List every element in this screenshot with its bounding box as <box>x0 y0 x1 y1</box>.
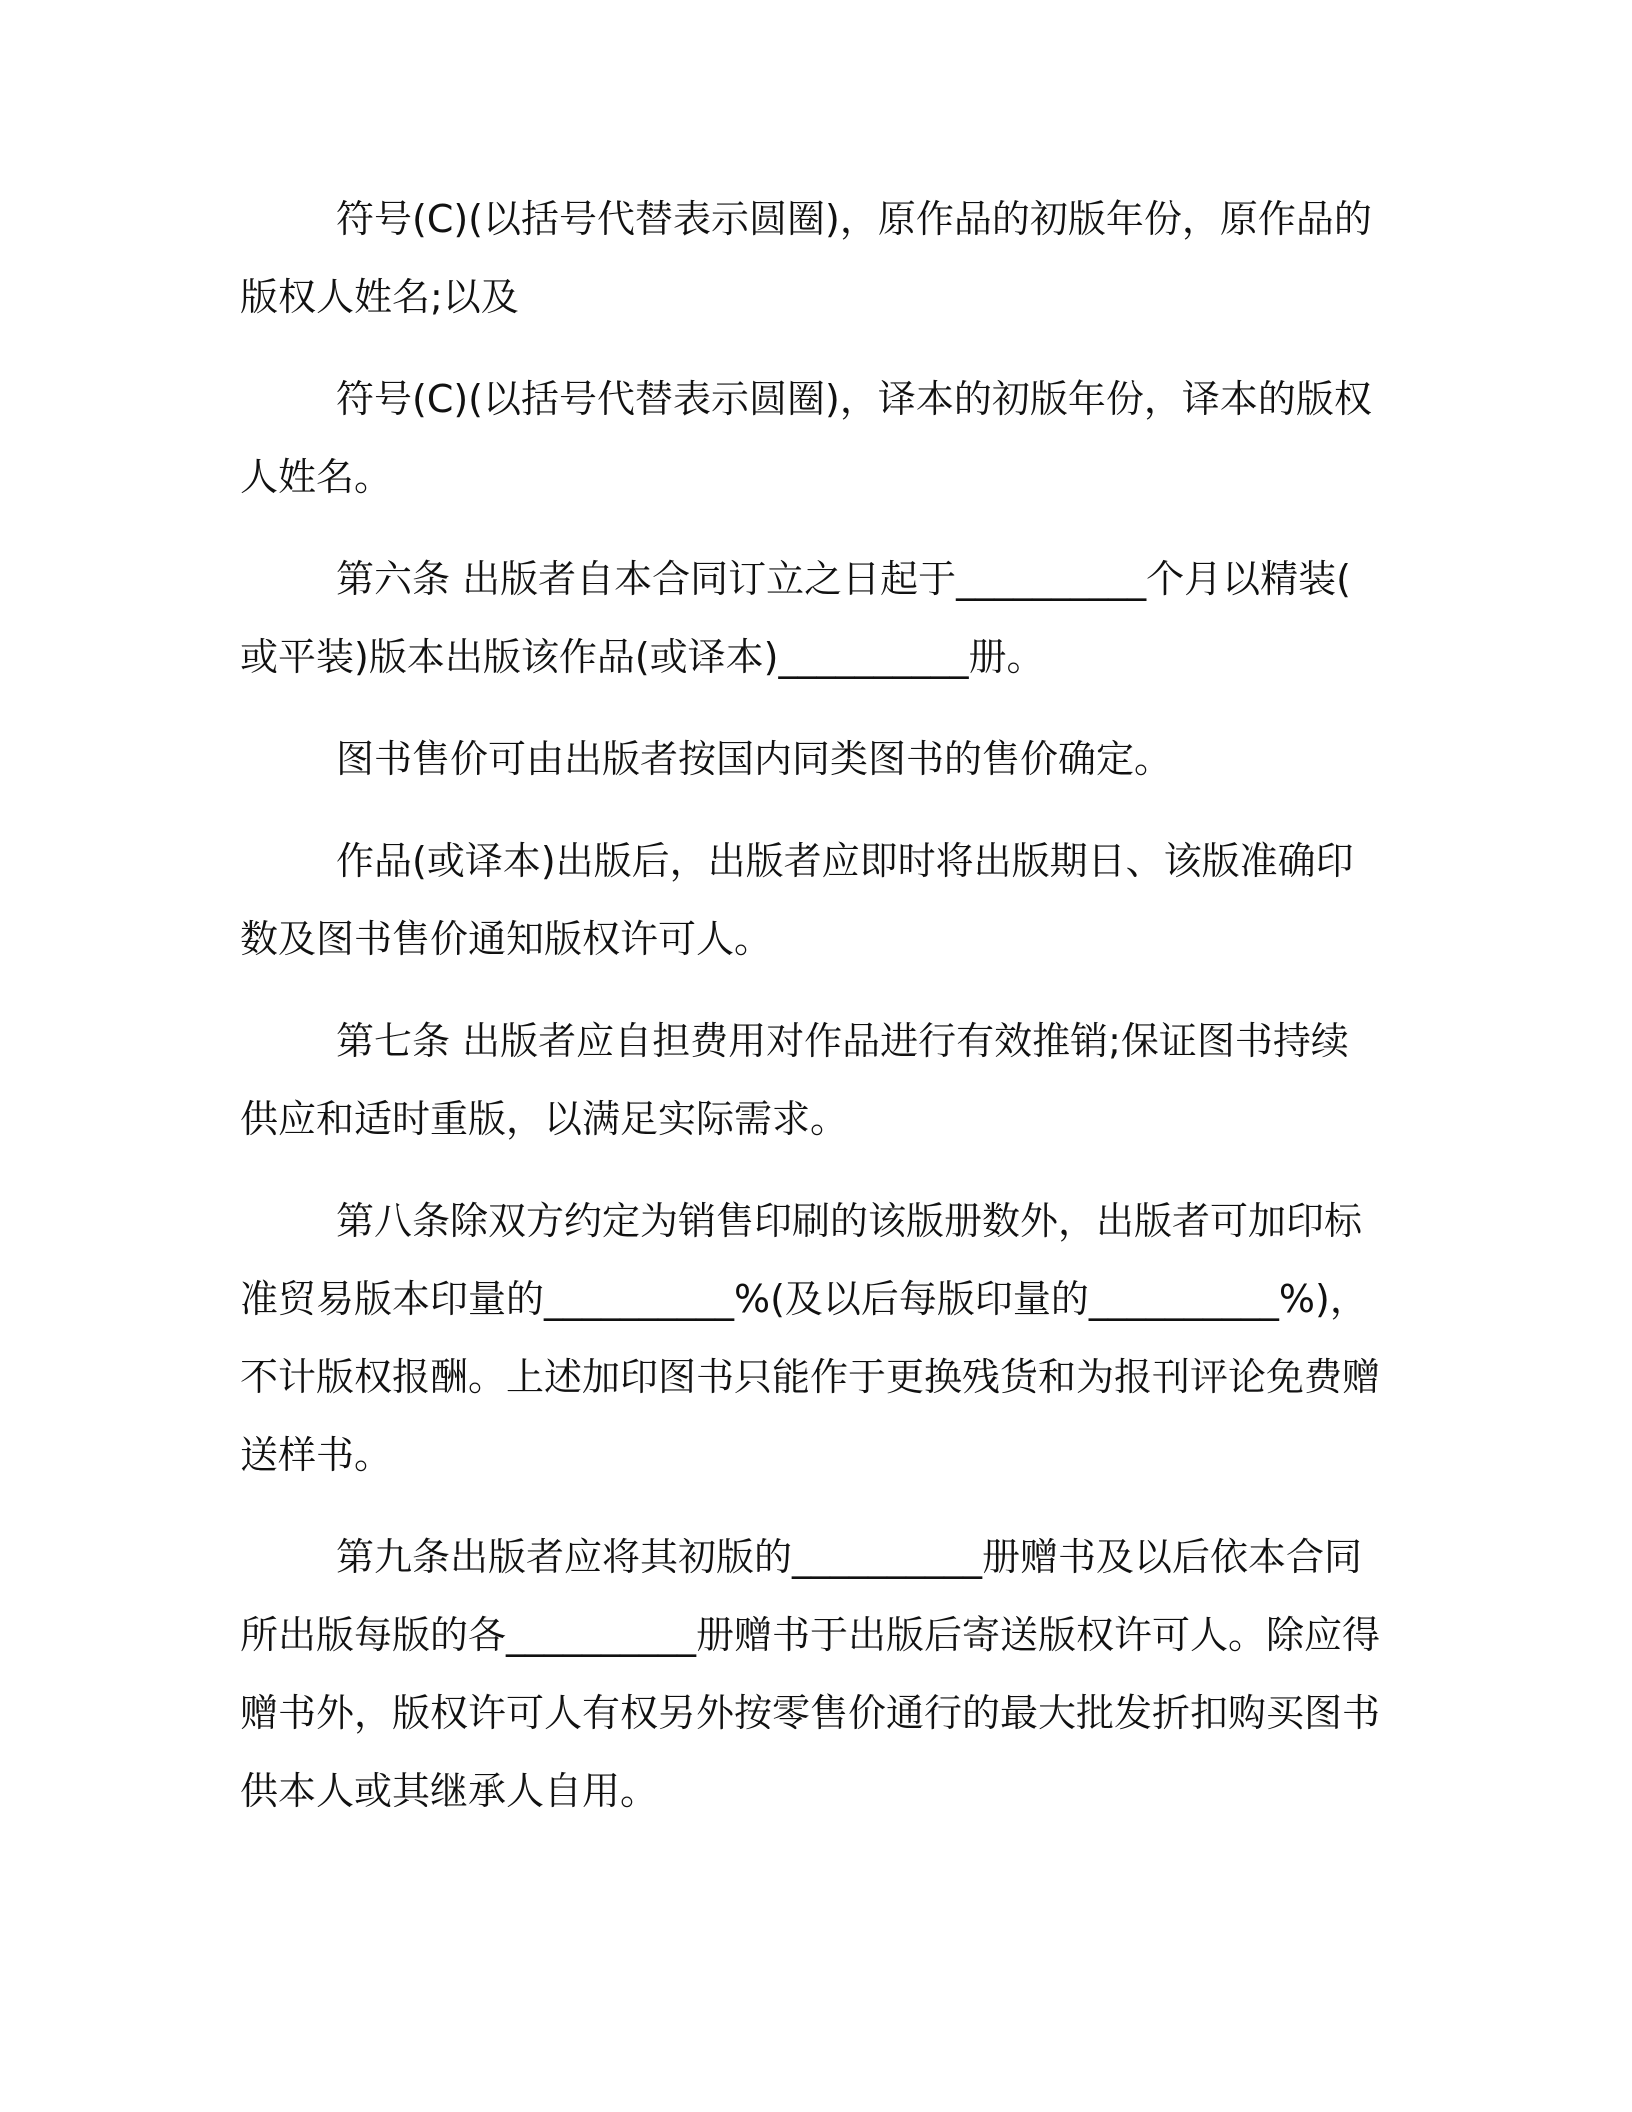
document-body <box>240 180 1380 1854</box>
paragraph-publication-notice: 作品(或译本)出版后，出版者应即时将出版期日、该版准确印数及图书售价通知版权许可人。 <box>240 839 1354 961</box>
paragraph-article-7: 第七条 出版者应自担费用对作品进行有效推销;保证图书持续供应和适时重版，以满足实际需求。 <box>240 1019 1349 1141</box>
paragraph-article-6: 第六条 出版者自本合同订立之日起于__________个月以精装(或平装)版本出版该作品(或译本)__________册。 <box>240 557 1351 679</box>
paragraph-article-8: 第八条除双方约定为销售印刷的该版册数外，出版者可加印标准贸易版本印量的__________%(及以后每版印量的__________%)，不计版权报酬。上述加印图书只能作于更换残货和为报刊评论免费赠送样书。 <box>240 1199 1381 1477</box>
paragraph-article-9: 第九条出版者应将其初版的__________册赠书及以后依本合同所出版每版的各__________册赠书于出版后寄送版权许可人。除应得赠书外，版权许可人有权另外按零售价通行的最大批发折扣购买图书供本人或其继承人自用。 <box>240 1535 1381 1813</box>
paragraph-original-copyright-notice: 符号(C)(以括号代替表示圆圈)，原作品的初版年份，原作品的版权人姓名;以及 <box>240 197 1372 319</box>
paragraph-book-price: 图书售价可由出版者按国内同类图书的售价确定。 <box>336 737 1173 781</box>
paragraph-translation-copyright-notice: 符号(C)(以括号代替表示圆圈)，译本的初版年份，译本的版权人姓名。 <box>240 377 1372 499</box>
